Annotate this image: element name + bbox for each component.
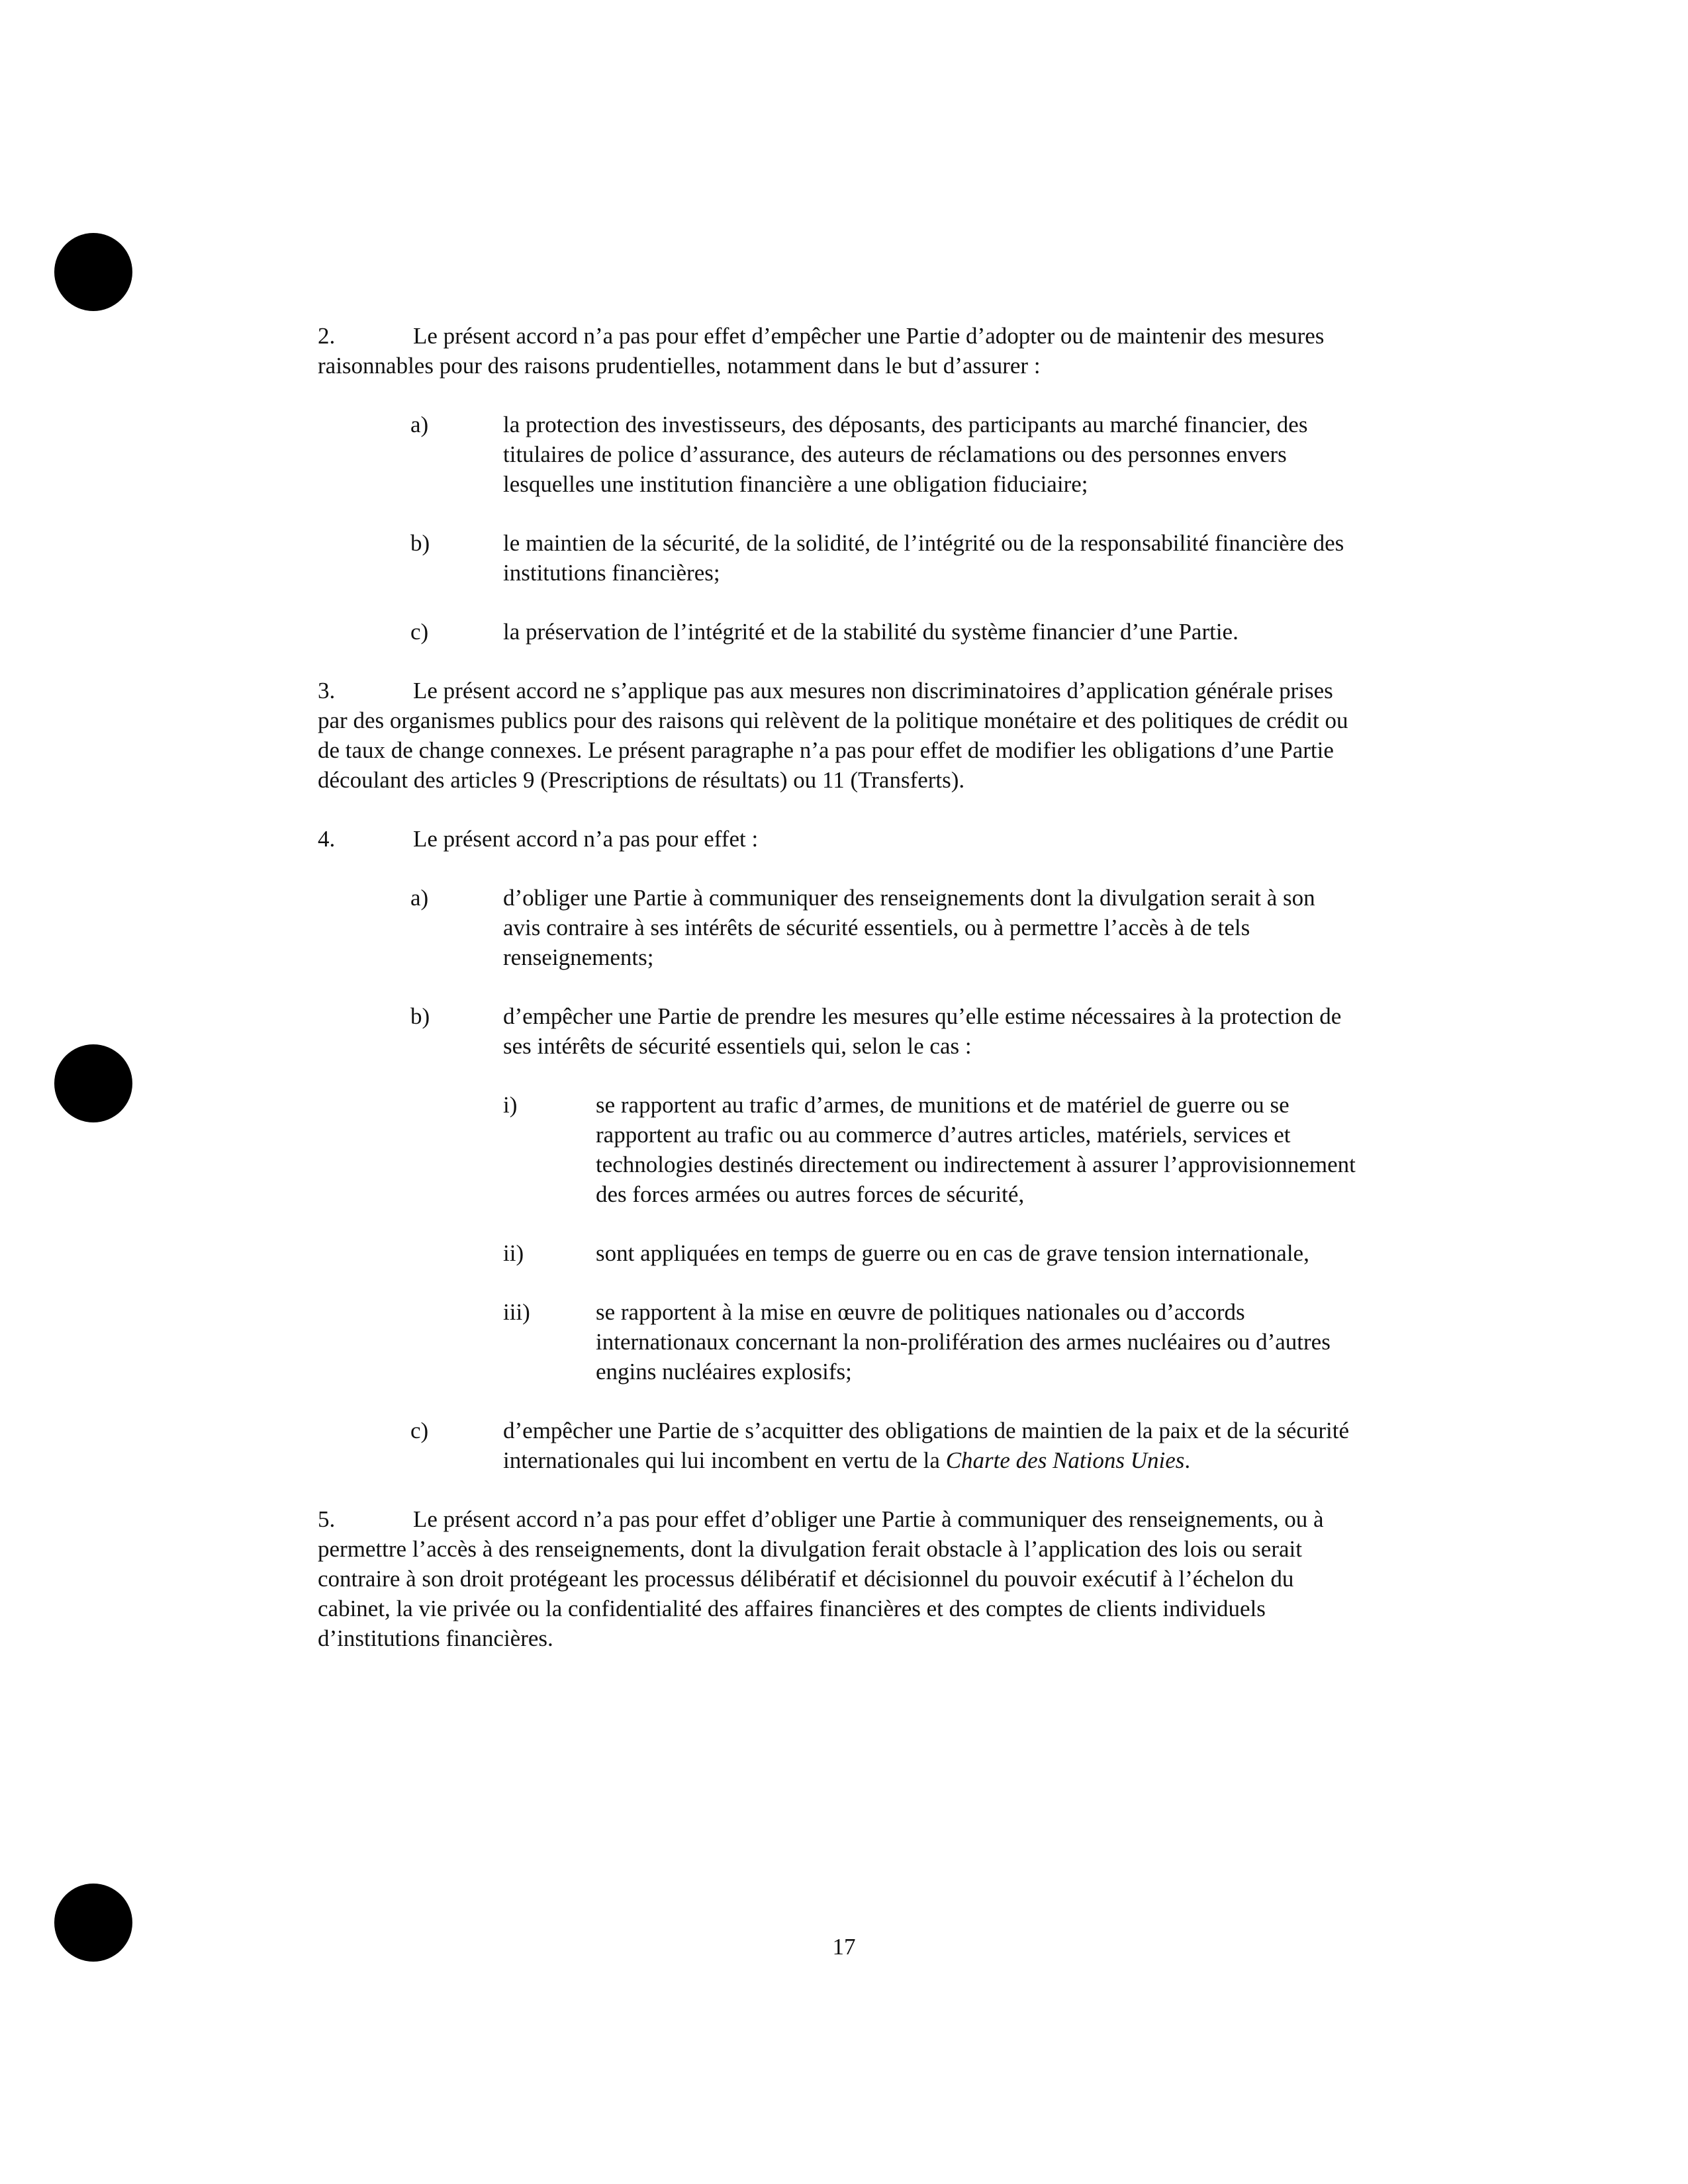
list-item-b: [410, 1001, 1357, 1387]
paragraph-number: 2.: [318, 323, 336, 349]
paragraph-5: [318, 1504, 1357, 1653]
item-body: [503, 1001, 1357, 1387]
item-label: c): [410, 1418, 429, 1443]
item-label: b): [410, 1003, 430, 1029]
list-item-c: [410, 1416, 1357, 1475]
sub-item-iii: [503, 1297, 1357, 1387]
paragraph-number: 5.: [318, 1506, 336, 1532]
item-text: d’empêcher une Partie de prendre les mesures qu’elle estime nécessaires à la protection de ses intérêts de sécurité essentiels qui, selon le cas :: [503, 1003, 1342, 1059]
list-item-b: [410, 528, 1357, 588]
document-body: [318, 321, 1357, 1682]
paragraph-text: Le présent accord ne s’applique pas aux mesures non discriminatoires d’application générale prises par des organismes publics pour des raisons qui relèvent de la politique monétaire et des politiques de crédit ou de taux de change connexes. Le présent paragraphe n’a pas pour effet de modifier les obligations d’une Partie découlant des articles 9 (Prescriptions de résultats) ou 11 (Transferts).: [318, 678, 1348, 793]
sub-item-ii: [503, 1238, 1357, 1268]
paragraph-3: [318, 676, 1357, 795]
paragraph-number: 3.: [318, 678, 336, 704]
item-label: b): [410, 530, 430, 556]
paragraph-4: [318, 824, 1357, 854]
item-text: la préservation de l’intégrité et de la stabilité du système financier d’une Partie.: [503, 619, 1239, 645]
sublist: [503, 1090, 1357, 1387]
paragraph-text: Le présent accord n’a pas pour effet :: [413, 826, 759, 852]
item-text-end: .: [1184, 1447, 1191, 1473]
item-text: d’obliger une Partie à communiquer des renseignements dont la divulgation serait à son avis contraire à ses intérêts de sécurité essentiels, ou à permettre l’accès à de tels renseignements;: [503, 885, 1315, 970]
binder-hole-middle: [54, 1044, 132, 1122]
paragraph-4-list: [410, 883, 1357, 1475]
sub-item-i: [503, 1090, 1357, 1209]
paragraph-text: Le présent accord n’a pas pour effet d’obliger une Partie à communiquer des renseignements, ou à permettre l’accès à des renseignements, dont la divulgation ferait obstacle à l’application des lois ou serait contraire à son droit protégeant les processus délibératif et décisionnel du pouvoir exécutif à l’échelon du cabinet, la vie privée ou la confidentialité des affaires financières et des comptes de clients individuels d’institutions financières.: [318, 1506, 1324, 1651]
sub-item-text: sont appliquées en temps de guerre ou en cas de grave tension internationale,: [596, 1240, 1309, 1266]
sub-item-label: iii): [503, 1299, 530, 1325]
item-text: la protection des investisseurs, des déposants, des participants au marché financier, des titulaires de police d’assurance, des auteurs de réclamations ou des personnes envers lesquelles une institution financière a une obligation fiduciaire;: [503, 412, 1308, 497]
binder-hole-top: [54, 233, 132, 311]
page-number: 17: [832, 1934, 856, 1960]
paragraph-2: [318, 321, 1357, 381]
item-label: a): [410, 412, 429, 437]
paragraph-number: 4.: [318, 826, 336, 852]
list-item-a: [410, 410, 1357, 499]
item-text-part: d’empêcher une Partie de s’acquitter des obligations de maintien de la paix et de la sécurité internationales qui lui incombent en vertu de la: [503, 1418, 1349, 1473]
paragraph-text: Le présent accord n’a pas pour effet d’empêcher une Partie d’adopter ou de maintenir des mesures raisonnables pour des raisons prudentielles, notamment dans le but d’assurer :: [318, 323, 1325, 379]
list-item-c: [410, 617, 1357, 647]
item-label: a): [410, 885, 429, 911]
list-item-a: [410, 883, 1357, 972]
item-text: [503, 1416, 1357, 1475]
sub-item-text: se rapportent au trafic d’armes, de munitions et de matériel de guerre ou se rapportent au trafic ou au commerce d’autres articles, matériels, services et technologies destinés directement ou indirectement à assurer l’approvisionnement des forces armées ou autres forces de sécurité,: [596, 1092, 1356, 1207]
sub-item-label: i): [503, 1092, 518, 1118]
paragraph-2-list: [410, 410, 1357, 647]
item-text: le maintien de la sécurité, de la solidité, de l’intégrité ou de la responsabilité financière des institutions financières;: [503, 530, 1344, 586]
treaty-title: Charte des Nations Unies: [945, 1447, 1185, 1473]
sub-item-label: ii): [503, 1240, 524, 1266]
item-label: c): [410, 619, 429, 645]
sub-item-text: se rapportent à la mise en œuvre de politiques nationales ou d’accords internationaux concernant la non-prolifération des armes nucléaires ou d’autres engins nucléaires explosifs;: [596, 1299, 1331, 1385]
